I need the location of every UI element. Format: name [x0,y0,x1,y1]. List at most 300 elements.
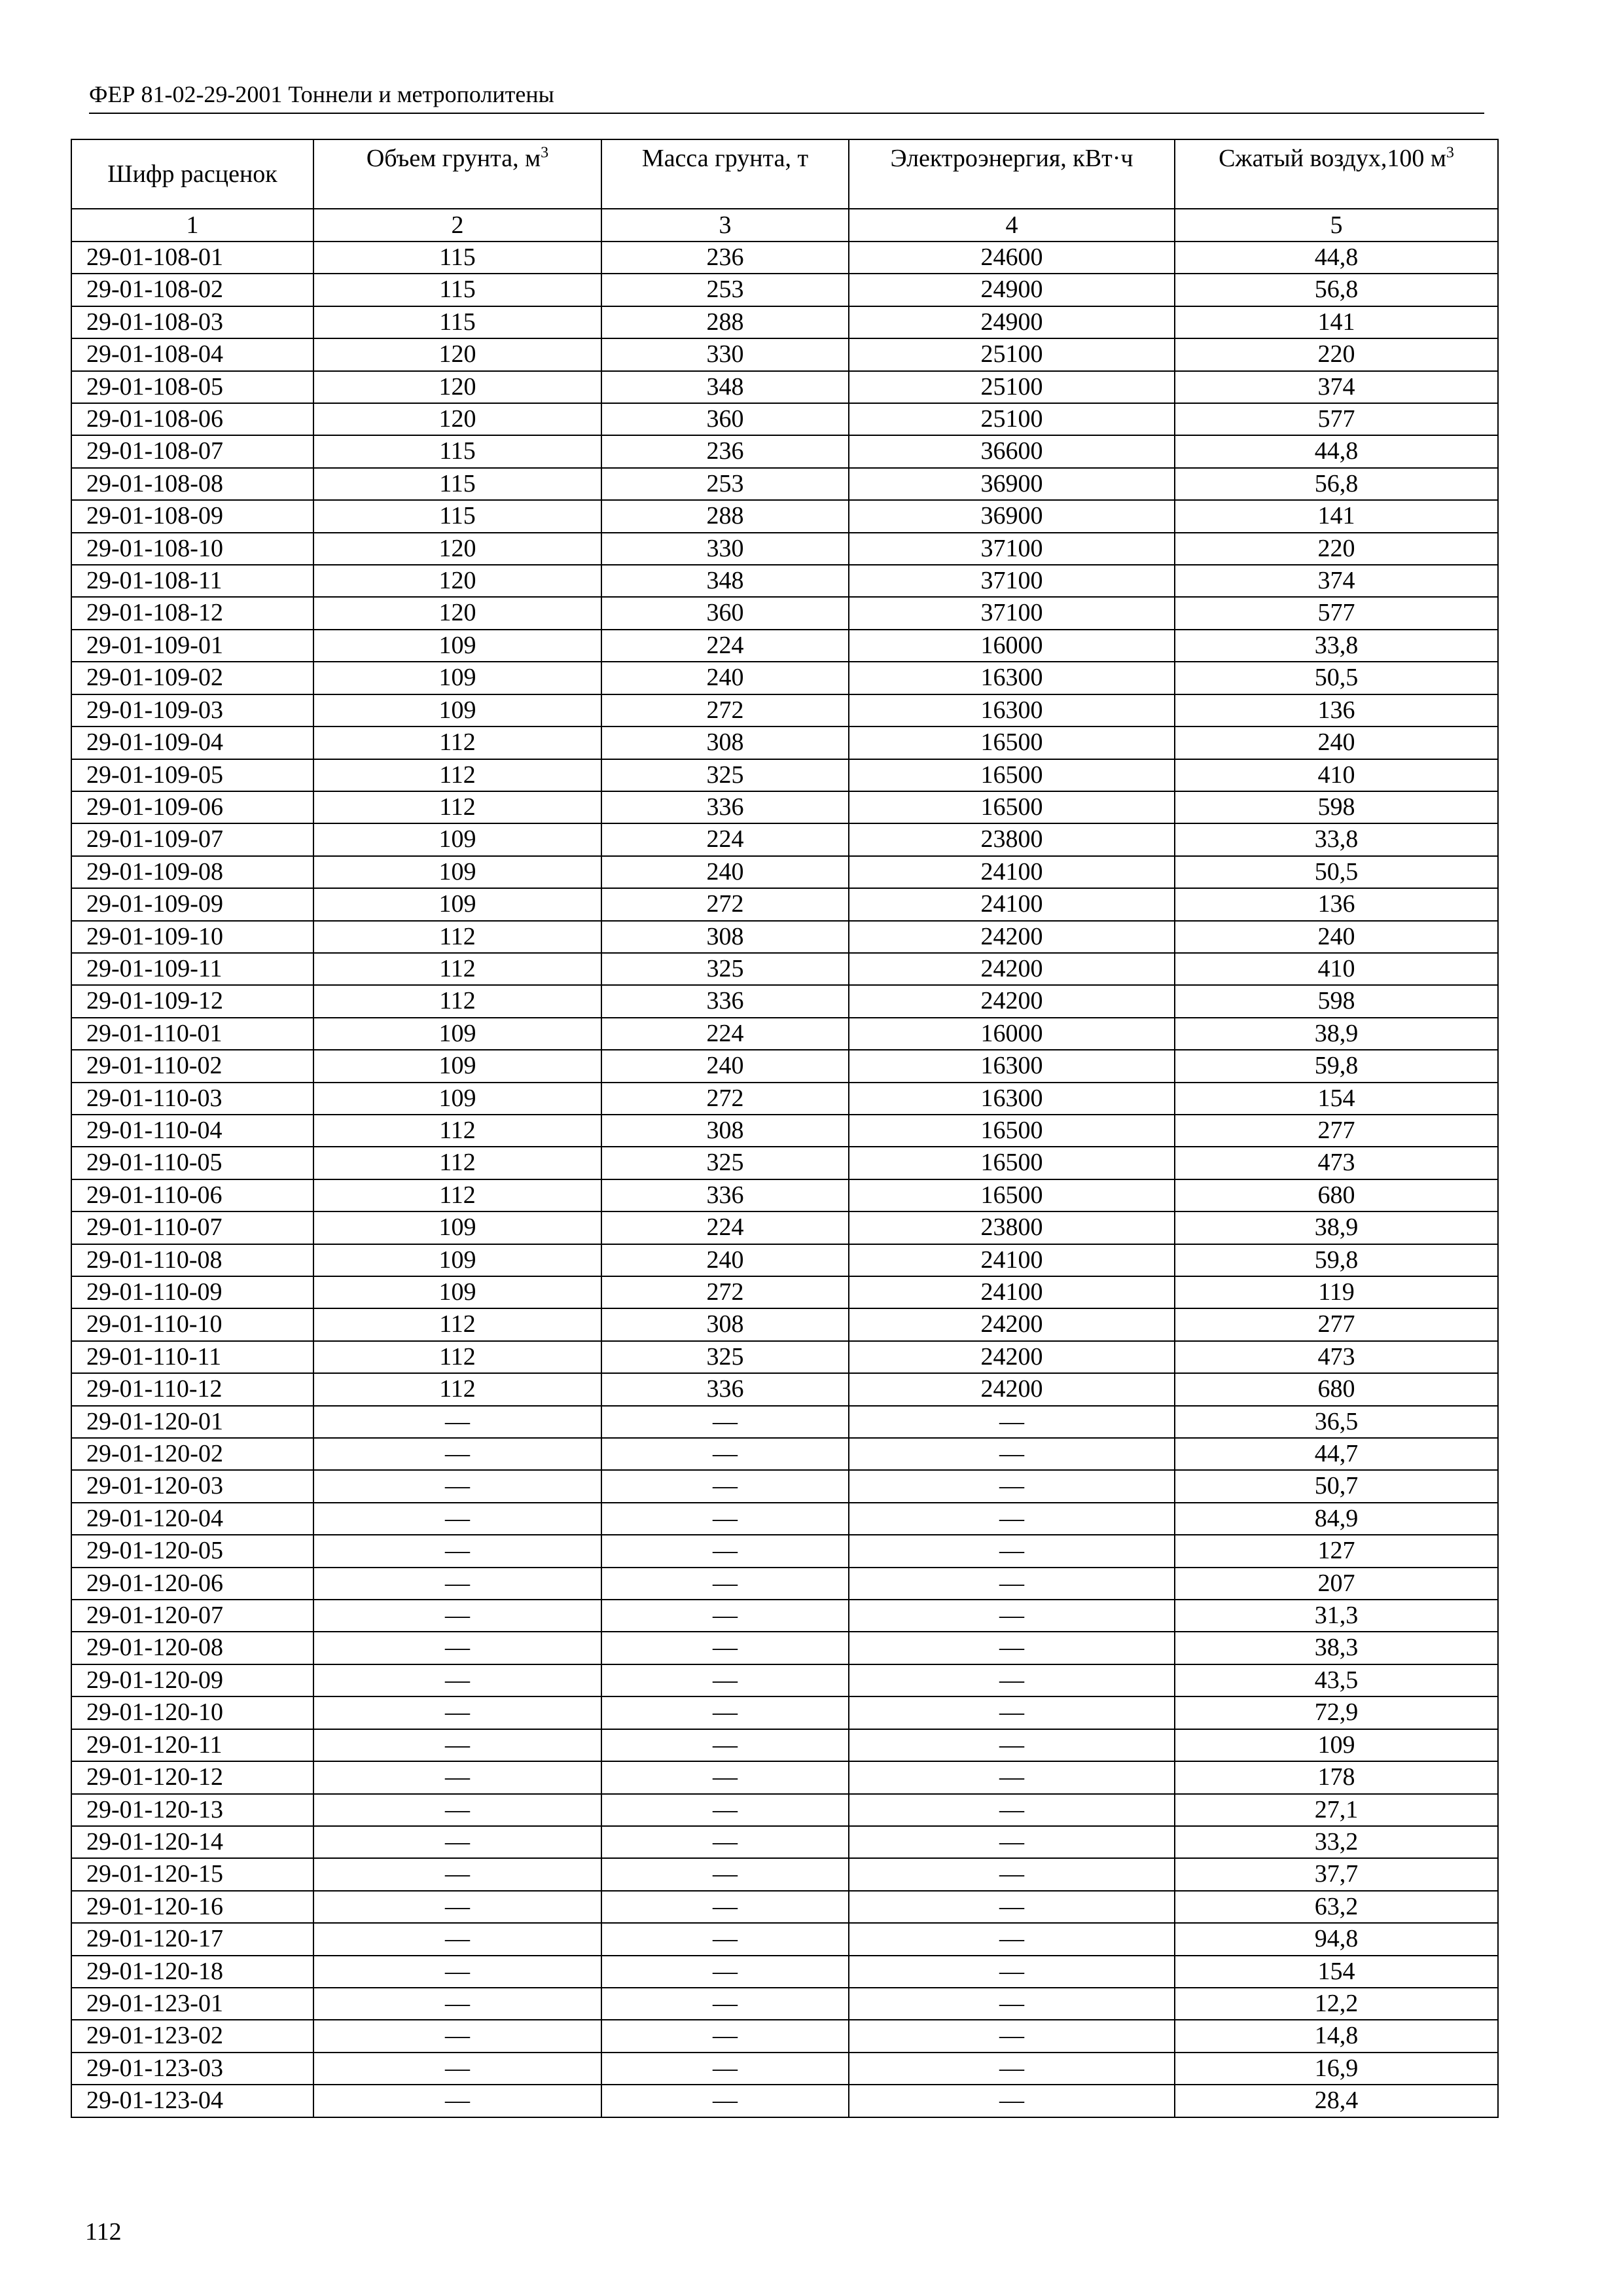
compressed-air-cell: 44,7 [1175,1438,1498,1470]
rate-code-cell: 29-01-108-10 [71,533,313,565]
compressed-air-cell: 141 [1175,500,1498,532]
soil-volume-cell: 112 [313,759,601,791]
electricity-cell: — [849,1470,1175,1502]
compressed-air-cell: 473 [1175,1341,1498,1373]
table-row [71,533,1498,565]
table-row [71,242,1498,274]
compressed-air-cell: 84,9 [1175,1503,1498,1535]
electricity-cell: — [849,2053,1175,2085]
table-row [71,985,1498,1017]
electricity-cell: 16000 [849,630,1175,662]
table-row [71,1147,1498,1179]
soil-volume-cell: 112 [313,1115,601,1147]
soil-volume-cell: — [313,2053,601,2085]
soil-mass-cell: 360 [601,597,849,629]
compressed-air-cell: 44,8 [1175,242,1498,274]
soil-volume-cell: 120 [313,597,601,629]
table-row [71,759,1498,791]
electricity-cell: 23800 [849,823,1175,855]
rate-code-cell: 29-01-110-06 [71,1179,313,1211]
compressed-air-cell: 14,8 [1175,2020,1498,2052]
table-row [71,1956,1498,1988]
table-row [71,338,1498,370]
table-row [71,1406,1498,1438]
soil-volume-cell: 120 [313,403,601,435]
compressed-air-cell: 141 [1175,306,1498,338]
rate-code-cell: 29-01-109-05 [71,759,313,791]
rate-code-cell: 29-01-110-01 [71,1018,313,1050]
table-body [71,242,1498,2117]
compressed-air-cell: 119 [1175,1276,1498,1308]
rate-code-cell: 29-01-108-07 [71,435,313,467]
soil-volume-cell: — [313,1503,601,1535]
compressed-air-cell: 56,8 [1175,468,1498,500]
rate-code-cell: 29-01-108-03 [71,306,313,338]
electricity-cell: 37100 [849,597,1175,629]
soil-volume-cell: 109 [313,1211,601,1244]
compressed-air-cell: 59,8 [1175,1050,1498,1082]
soil-volume-cell: 115 [313,242,601,274]
soil-mass-cell: — [601,1503,849,1535]
soil-mass-cell: 308 [601,1308,849,1340]
soil-mass-cell: 272 [601,1083,849,1115]
header-cell-compressed-air: Сжатый воздух,100 $м^3$ [1175,139,1498,209]
rate-code-cell: 29-01-120-11 [71,1729,313,1761]
electricity-cell: — [849,1923,1175,1955]
soil-volume-cell: — [313,2085,601,2117]
soil-mass-cell: 272 [601,694,849,726]
electricity-cell: 36900 [849,500,1175,532]
soil-mass-cell: 308 [601,1115,849,1147]
electricity-cell: 37100 [849,533,1175,565]
table-row [71,791,1498,823]
compressed-air-cell: 277 [1175,1115,1498,1147]
rate-code-cell: 29-01-110-02 [71,1050,313,1082]
rate-code-cell: 29-01-120-03 [71,1470,313,1502]
soil-volume-cell: — [313,1406,601,1438]
soil-volume-cell: 109 [313,1018,601,1050]
rate-code-cell: 29-01-109-12 [71,985,313,1017]
rate-code-cell: 29-01-110-07 [71,1211,313,1244]
soil-mass-cell: — [601,1923,849,1955]
electricity-cell: — [849,2020,1175,2052]
soil-volume-cell: 109 [313,1050,601,1082]
compressed-air-cell: 72,9 [1175,1696,1498,1729]
header-cell-code: Шифр расценок [71,139,313,209]
table-row [71,1535,1498,1567]
table-row [71,565,1498,597]
electricity-cell: 16300 [849,1083,1175,1115]
compressed-air-cell: 154 [1175,1083,1498,1115]
electricity-cell: 25100 [849,371,1175,403]
soil-mass-cell: — [601,1470,849,1502]
rate-code-cell: 29-01-108-08 [71,468,313,500]
table-row [71,953,1498,985]
compressed-air-cell: 220 [1175,338,1498,370]
soil-mass-cell: — [601,2020,849,2052]
soil-volume-cell: 115 [313,435,601,467]
soil-mass-cell: 348 [601,371,849,403]
soil-volume-cell: 109 [313,662,601,694]
soil-mass-cell: — [601,1988,849,2020]
soil-mass-cell: 325 [601,1147,849,1179]
column-number: 5 [1175,209,1498,242]
table-row [71,306,1498,338]
soil-mass-cell: 240 [601,1050,849,1082]
table-row [71,371,1498,403]
rate-code-cell: 29-01-110-03 [71,1083,313,1115]
table-row [71,468,1498,500]
electricity-cell: 24200 [849,1308,1175,1340]
compressed-air-cell: 410 [1175,759,1498,791]
header-cell-electricity: Электроэнергия, кВт·ч [849,139,1175,209]
compressed-air-cell: 44,8 [1175,435,1498,467]
soil-mass-cell: — [601,1568,849,1600]
electricity-cell: 24100 [849,1244,1175,1276]
rate-code-cell: 29-01-109-10 [71,921,313,953]
soil-mass-cell: 330 [601,533,849,565]
soil-mass-cell: — [601,2085,849,2117]
rate-code-cell: 29-01-120-06 [71,1568,313,1600]
soil-mass-cell: — [601,1729,849,1761]
soil-volume-cell: 109 [313,1244,601,1276]
table-row [71,435,1498,467]
electricity-cell: 16500 [849,1115,1175,1147]
soil-mass-cell: 325 [601,1341,849,1373]
rate-code-cell: 29-01-108-01 [71,242,313,274]
soil-mass-cell: 288 [601,306,849,338]
soil-mass-cell: — [601,2053,849,2085]
table-row [71,1083,1498,1115]
electricity-cell: 16300 [849,694,1175,726]
soil-volume-cell: 112 [313,726,601,759]
compressed-air-cell: 33,8 [1175,823,1498,855]
compressed-air-cell: 27,1 [1175,1794,1498,1826]
soil-volume-cell: — [313,1470,601,1502]
compressed-air-cell: 598 [1175,791,1498,823]
soil-volume-cell: — [313,1923,601,1955]
electricity-cell: 24100 [849,1276,1175,1308]
table-row [71,1503,1498,1535]
soil-volume-cell: — [313,1761,601,1793]
table-row [71,888,1498,920]
soil-mass-cell: 253 [601,468,849,500]
rate-code-cell: 29-01-120-14 [71,1826,313,1858]
soil-volume-cell: 120 [313,371,601,403]
soil-volume-cell: 115 [313,306,601,338]
compressed-air-cell: 577 [1175,403,1498,435]
rate-code-cell: 29-01-108-04 [71,338,313,370]
electricity-cell: 25100 [849,338,1175,370]
soil-volume-cell: — [313,1535,601,1567]
electricity-cell: 37100 [849,565,1175,597]
compressed-air-cell: 277 [1175,1308,1498,1340]
electricity-cell: 16500 [849,791,1175,823]
soil-volume-cell: — [313,1988,601,2020]
soil-mass-cell: 236 [601,435,849,467]
soil-mass-cell: 272 [601,1276,849,1308]
soil-volume-cell: 112 [313,1147,601,1179]
soil-volume-cell: 109 [313,856,601,888]
rate-code-cell: 29-01-109-04 [71,726,313,759]
electricity-cell: — [849,1696,1175,1729]
rate-code-cell: 29-01-108-12 [71,597,313,629]
table-row [71,1211,1498,1244]
soil-mass-cell: 325 [601,759,849,791]
compressed-air-cell: 38,9 [1175,1018,1498,1050]
electricity-cell: — [849,1438,1175,1470]
soil-volume-cell: — [313,1438,601,1470]
page-number: 112 [85,2218,122,2246]
rate-code-cell: 29-01-120-12 [71,1761,313,1793]
soil-volume-cell: 115 [313,274,601,306]
soil-volume-cell: 120 [313,565,601,597]
soil-volume-cell: 120 [313,533,601,565]
soil-mass-cell: — [601,1632,849,1664]
table-row [71,694,1498,726]
compressed-air-cell: 240 [1175,921,1498,953]
header-cell-soil-volume: Объем грунта, $м^3$ [313,139,601,209]
electricity-cell: — [849,1729,1175,1761]
soil-volume-cell: — [313,1600,601,1632]
electricity-cell: 36600 [849,435,1175,467]
electricity-cell: 16500 [849,1179,1175,1211]
soil-mass-cell: 330 [601,338,849,370]
electricity-cell: 24600 [849,242,1175,274]
soil-mass-cell: — [601,1891,849,1923]
rate-code-cell: 29-01-120-13 [71,1794,313,1826]
soil-volume-cell: 112 [313,1341,601,1373]
soil-mass-cell: 360 [601,403,849,435]
compressed-air-cell: 473 [1175,1147,1498,1179]
soil-mass-cell: 224 [601,630,849,662]
soil-volume-cell: 109 [313,1276,601,1308]
electricity-cell: — [849,1503,1175,1535]
table-row [71,662,1498,694]
table-row [71,1438,1498,1470]
soil-mass-cell: — [601,1794,849,1826]
compressed-air-cell: 16,9 [1175,2053,1498,2085]
soil-volume-cell: 115 [313,500,601,532]
soil-volume-cell: — [313,1956,601,1988]
rate-code-cell: 29-01-109-06 [71,791,313,823]
electricity-cell: 16300 [849,1050,1175,1082]
compressed-air-cell: 127 [1175,1535,1498,1567]
table-row [71,1470,1498,1502]
electricity-cell: 24900 [849,306,1175,338]
table-row [71,1308,1498,1340]
rate-code-cell: 29-01-108-02 [71,274,313,306]
soil-mass-cell: 224 [601,1018,849,1050]
electricity-cell: — [849,1406,1175,1438]
compressed-air-cell: 109 [1175,1729,1498,1761]
soil-mass-cell: — [601,1600,849,1632]
soil-mass-cell: 224 [601,1211,849,1244]
soil-mass-cell: 253 [601,274,849,306]
electricity-cell: — [849,1568,1175,1600]
soil-mass-cell: — [601,1664,849,1696]
soil-volume-cell: 112 [313,1308,601,1340]
rate-code-cell: 29-01-109-02 [71,662,313,694]
compressed-air-cell: 374 [1175,371,1498,403]
rate-code-cell: 29-01-110-10 [71,1308,313,1340]
soil-mass-cell: 325 [601,953,849,985]
compressed-air-cell: 56,8 [1175,274,1498,306]
table-row [71,2085,1498,2117]
rate-code-cell: 29-01-109-01 [71,630,313,662]
electricity-cell: — [849,1761,1175,1793]
table-row [71,1632,1498,1664]
compressed-air-cell: 178 [1175,1761,1498,1793]
table-row [71,1696,1498,1729]
electricity-cell: 16300 [849,662,1175,694]
soil-volume-cell: — [313,1664,601,1696]
electricity-cell: — [849,1988,1175,2020]
soil-mass-cell: 236 [601,242,849,274]
rate-code-cell: 29-01-120-04 [71,1503,313,1535]
header-cell-soil-mass: Масса грунта, т [601,139,849,209]
compressed-air-cell: 240 [1175,726,1498,759]
soil-mass-cell: — [601,1535,849,1567]
compressed-air-cell: 374 [1175,565,1498,597]
rate-code-cell: 29-01-109-11 [71,953,313,985]
rate-code-cell: 29-01-123-02 [71,2020,313,2052]
compressed-air-cell: 680 [1175,1179,1498,1211]
soil-volume-cell: 112 [313,791,601,823]
compressed-air-cell: 33,8 [1175,630,1498,662]
electricity-cell: — [849,1600,1175,1632]
soil-volume-cell: — [313,1696,601,1729]
soil-volume-cell: 112 [313,1179,601,1211]
rate-code-cell: 29-01-110-09 [71,1276,313,1308]
soil-volume-cell: — [313,1858,601,1890]
table-header-row [71,139,1498,209]
soil-mass-cell: 336 [601,1373,849,1405]
compressed-air-cell: 38,9 [1175,1211,1498,1244]
compressed-air-cell: 50,5 [1175,662,1498,694]
rate-code-cell: 29-01-120-16 [71,1891,313,1923]
table-row [71,1664,1498,1696]
table-row [71,1050,1498,1082]
rate-code-cell: 29-01-120-07 [71,1600,313,1632]
table-row [71,1341,1498,1373]
document-title: ФЕР 81-02-29-2001 Тоннели и метрополитены [89,81,554,107]
rate-code-cell: 29-01-120-18 [71,1956,313,1988]
table-row [71,1600,1498,1632]
electricity-cell: — [849,1794,1175,1826]
electricity-cell: 16500 [849,759,1175,791]
electricity-cell: — [849,1632,1175,1664]
table-row [71,2020,1498,2052]
table-row [71,726,1498,759]
compressed-air-cell: 12,2 [1175,1988,1498,2020]
compressed-air-cell: 220 [1175,533,1498,565]
compressed-air-cell: 63,2 [1175,1891,1498,1923]
compressed-air-cell: 31,3 [1175,1600,1498,1632]
electricity-cell: — [849,1891,1175,1923]
soil-mass-cell: 224 [601,823,849,855]
soil-mass-cell: — [601,1956,849,1988]
table-row [71,1794,1498,1826]
soil-mass-cell: 308 [601,921,849,953]
table-row [71,1761,1498,1793]
electricity-cell: — [849,1858,1175,1890]
electricity-cell: 16500 [849,1147,1175,1179]
rate-code-cell: 29-01-110-08 [71,1244,313,1276]
rate-code-cell: 29-01-108-06 [71,403,313,435]
table-row [71,1568,1498,1600]
rate-code-cell: 29-01-120-05 [71,1535,313,1567]
soil-mass-cell: 308 [601,726,849,759]
table-row [71,1988,1498,2020]
table-row [71,597,1498,629]
rate-code-cell: 29-01-110-05 [71,1147,313,1179]
rate-code-cell: 29-01-120-10 [71,1696,313,1729]
rate-code-cell: 29-01-109-03 [71,694,313,726]
table-row [71,403,1498,435]
column-number: 3 [601,209,849,242]
soil-mass-cell: 336 [601,985,849,1017]
compressed-air-cell: 28,4 [1175,2085,1498,2117]
soil-mass-cell: 336 [601,791,849,823]
table-row [71,921,1498,953]
soil-mass-cell: 348 [601,565,849,597]
document-header [89,76,1484,114]
soil-mass-cell: — [601,1761,849,1793]
compressed-air-cell: 94,8 [1175,1923,1498,1955]
compressed-air-cell: 43,5 [1175,1664,1498,1696]
compressed-air-cell: 50,7 [1175,1470,1498,1502]
electricity-cell: 24100 [849,888,1175,920]
compressed-air-cell: 577 [1175,597,1498,629]
table-row [71,1826,1498,1858]
electricity-cell: 25100 [849,403,1175,435]
soil-volume-cell: — [313,1891,601,1923]
table-row [71,1276,1498,1308]
rate-code-cell: 29-01-110-04 [71,1115,313,1147]
soil-volume-cell: 115 [313,468,601,500]
table-row [71,856,1498,888]
soil-mass-cell: 240 [601,1244,849,1276]
compressed-air-cell: 33,2 [1175,1826,1498,1858]
rate-code-cell: 29-01-123-03 [71,2053,313,2085]
soil-volume-cell: 112 [313,921,601,953]
rate-code-cell: 29-01-109-07 [71,823,313,855]
compressed-air-cell: 136 [1175,888,1498,920]
compressed-air-cell: 36,5 [1175,1406,1498,1438]
table-row [71,1115,1498,1147]
table-row [71,500,1498,532]
table-row [71,1729,1498,1761]
rate-code-cell: 29-01-110-11 [71,1341,313,1373]
table-row [71,2053,1498,2085]
table-row [71,630,1498,662]
compressed-air-cell: 207 [1175,1568,1498,1600]
rate-code-cell: 29-01-110-12 [71,1373,313,1405]
table-row [71,1858,1498,1890]
rates-table [71,139,1499,2118]
electricity-cell: 23800 [849,1211,1175,1244]
rate-code-cell: 29-01-108-05 [71,371,313,403]
soil-volume-cell: — [313,2020,601,2052]
rate-code-cell: 29-01-108-11 [71,565,313,597]
electricity-cell: — [849,2085,1175,2117]
soil-volume-cell: 109 [313,1083,601,1115]
table-row [71,1244,1498,1276]
electricity-cell: 24200 [849,1341,1175,1373]
compressed-air-cell: 410 [1175,953,1498,985]
column-number: 4 [849,209,1175,242]
